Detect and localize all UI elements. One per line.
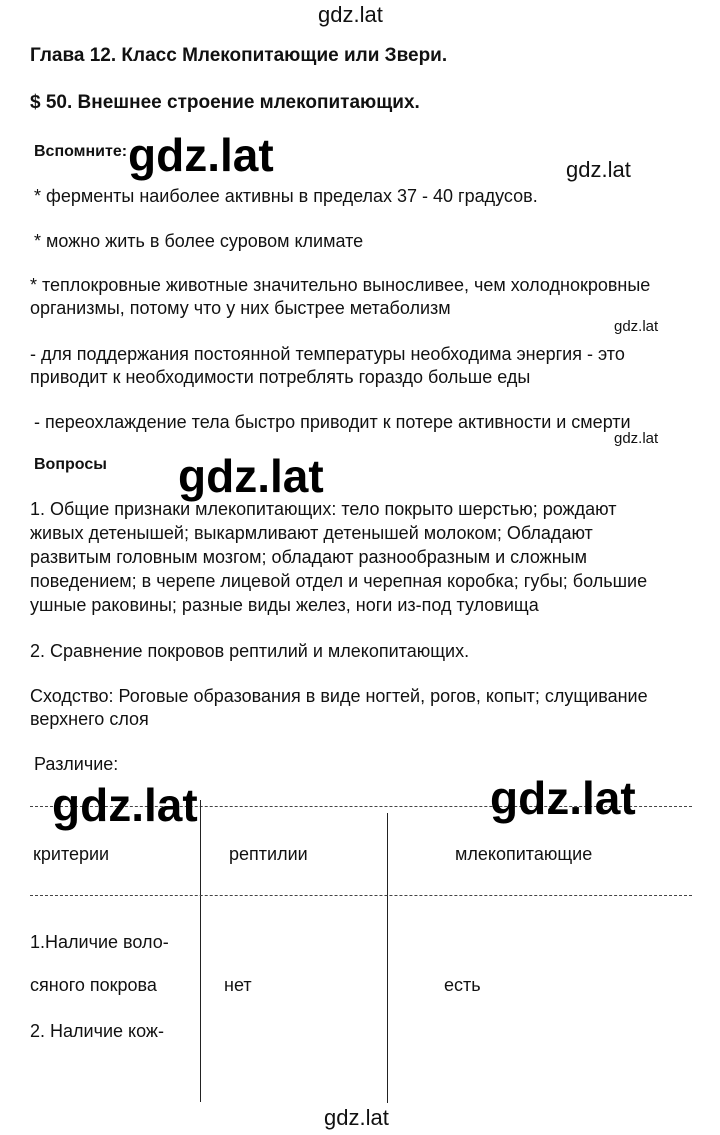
recall-item: * ферменты наиболее активны в пределах 37 - 40 градусов. <box>34 186 538 206</box>
table-cell-criteria: 2. Наличие кож- <box>30 1021 164 1041</box>
section-title: $ 50. Внешнее строение млекопитающих. <box>30 92 420 113</box>
watermark: gdz.lat <box>318 2 383 27</box>
recall-item: - для поддержания постоянной температуры необходима энергия - это <box>30 344 625 364</box>
recall-item: * можно жить в более суровом климате <box>34 231 364 251</box>
recall-item: * теплокровные животные значительно выносливее, чем холоднокровные <box>30 275 651 295</box>
table-column-line <box>387 813 388 1103</box>
watermark: gdz.lat <box>324 1105 389 1130</box>
table-cell-reptiles: нет <box>224 975 252 995</box>
answer-line: поведением; в черепе лицевой отдел и черепная коробка; губы; большие <box>30 571 648 591</box>
recall-item: приводит к необходимости потреблять гораздо больше еды <box>30 367 531 387</box>
watermark: gdz.lat <box>178 450 324 502</box>
answer-line: верхнего слоя <box>30 709 149 729</box>
watermark: gdz.lat <box>128 129 274 181</box>
table-header-criteria: критерии <box>33 844 110 864</box>
recall-item: - переохлаждение тела быстро приводит к потере активности и смерти <box>34 412 631 432</box>
answer-line: развитым головным мозгом; обладают разнообразным и сложным <box>30 547 587 567</box>
answer-line: живых детенышей; выкармливают детенышей молоком; Обладают <box>30 523 593 543</box>
watermark: gdz.lat <box>614 430 659 447</box>
watermark: gdz.lat <box>614 318 659 335</box>
answer-line: 1. Общие признаки млекопитающих: тело покрыто шерстью; рождают <box>30 499 617 519</box>
answer-line: ушные раковины; разные виды желез, ноги из-под туловища <box>30 595 539 615</box>
table-divider <box>30 895 692 896</box>
table-column-line <box>200 800 201 1102</box>
watermark: gdz.lat <box>52 779 198 831</box>
recall-item: организмы, потому что у них быстрее метаболизм <box>30 298 451 318</box>
recall-heading: Вспомните: <box>34 143 128 160</box>
watermark: gdz.lat <box>566 157 631 182</box>
table-cell-criteria: сяного покрова <box>30 975 157 995</box>
watermark: gdz.lat <box>490 772 636 824</box>
difference-label: Различие: <box>34 754 119 774</box>
questions-heading: Вопросы <box>34 456 107 473</box>
answer-line: Сходство: Роговые образования в виде ногтей, рогов, копыт; слущивание <box>30 686 648 706</box>
table-header-reptiles: рептилии <box>229 844 308 864</box>
table-cell-criteria: 1.Наличие воло- <box>30 932 169 952</box>
chapter-title: Глава 12. Класс Млекопитающие или Звери. <box>30 45 448 66</box>
table-cell-mammals: есть <box>444 975 481 995</box>
answer-line: 2. Сравнение покровов рептилий и млекопитающих. <box>30 641 470 661</box>
table-header-mammals: млекопитающие <box>455 844 593 864</box>
